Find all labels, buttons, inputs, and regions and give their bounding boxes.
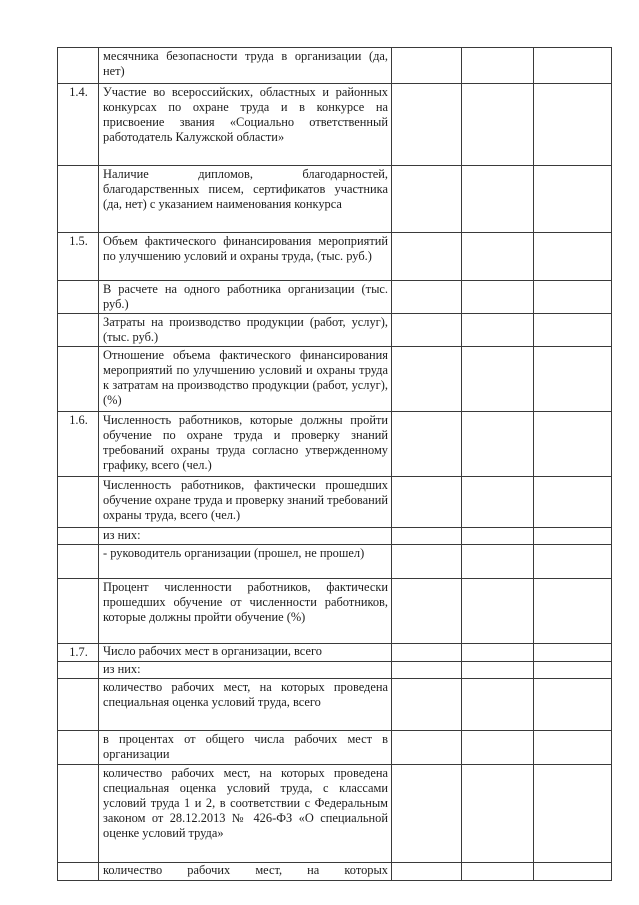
- table-row: [58, 314, 612, 347]
- value-cell[interactable]: [462, 314, 534, 347]
- row-description: количество рабочих мест, на которых проведена специальная оценка условий труда, всего: [99, 679, 392, 731]
- table-row: [58, 579, 612, 644]
- value-cell[interactable]: [534, 644, 612, 662]
- row-description: Объем фактического финансирования мероприятий по улучшению условий и охраны труда, (тыс. руб.): [99, 233, 392, 281]
- row-number: [58, 679, 99, 731]
- value-cell[interactable]: [534, 528, 612, 545]
- row-description: Затраты на производство продукции (работ, услуг), (тыс. руб.): [99, 314, 392, 347]
- row-description: Число рабочих мест в организации, всего: [99, 644, 392, 662]
- value-cell[interactable]: [462, 644, 534, 662]
- value-cell[interactable]: [462, 662, 534, 679]
- row-description: в процентах от общего числа рабочих мест в организации: [99, 731, 392, 765]
- row-number: [58, 731, 99, 765]
- value-cell[interactable]: [462, 347, 534, 412]
- value-cell[interactable]: [392, 314, 462, 347]
- table-row: [58, 731, 612, 765]
- row-number: [58, 314, 99, 347]
- value-cell[interactable]: [392, 579, 462, 644]
- value-cell[interactable]: [392, 528, 462, 545]
- value-cell[interactable]: [534, 662, 612, 679]
- row-number: [58, 347, 99, 412]
- row-description: из них:: [99, 662, 392, 679]
- value-cell[interactable]: [534, 84, 612, 166]
- table-row: [58, 48, 612, 84]
- value-cell[interactable]: [392, 545, 462, 579]
- value-cell[interactable]: [462, 477, 534, 528]
- value-cell[interactable]: [392, 644, 462, 662]
- row-description: месячника безопасности труда в организации (да, нет): [99, 48, 392, 84]
- row-description: количество рабочих мест, на которых: [99, 863, 392, 881]
- row-description: Процент численности работников, фактически прошедших обучение от численности работников, которые должны пройти обучение (%): [99, 579, 392, 644]
- value-cell[interactable]: [392, 765, 462, 863]
- value-cell[interactable]: [462, 679, 534, 731]
- value-cell[interactable]: [534, 48, 612, 84]
- row-description: Численность работников, которые должны пройти обучение по охране труда и проверку знаний требований охраны труда согласно утвержденному графику, всего (чел.): [99, 412, 392, 477]
- row-number: [58, 765, 99, 863]
- row-description: Отношение объема фактического финансирования мероприятий по улучшению условий и охраны труда к затратам на производство продукции (работ, услуг), (%): [99, 347, 392, 412]
- value-cell[interactable]: [462, 765, 534, 863]
- table-row: [58, 863, 612, 881]
- row-number: [58, 477, 99, 528]
- value-cell[interactable]: [462, 84, 534, 166]
- value-cell[interactable]: [392, 662, 462, 679]
- value-cell[interactable]: [534, 347, 612, 412]
- row-number: [58, 662, 99, 679]
- table-row: [58, 545, 612, 579]
- value-cell[interactable]: [534, 545, 612, 579]
- value-cell[interactable]: [534, 765, 612, 863]
- row-number: [58, 863, 99, 881]
- value-cell[interactable]: [534, 281, 612, 314]
- value-cell[interactable]: [462, 528, 534, 545]
- table-row: [58, 662, 612, 679]
- value-cell[interactable]: [534, 166, 612, 233]
- row-number: 1.5.: [58, 233, 99, 281]
- row-description: - руководитель организации (прошел, не прошел): [99, 545, 392, 579]
- value-cell[interactable]: [534, 412, 612, 477]
- report-table: [57, 47, 612, 881]
- row-number: 1.6.: [58, 412, 99, 477]
- value-cell[interactable]: [534, 863, 612, 881]
- table-row: [58, 84, 612, 166]
- value-cell[interactable]: [392, 48, 462, 84]
- table-row: [58, 528, 612, 545]
- row-description: количество рабочих мест, на которых проведена специальная оценка условий труда, с классами условий труда 1 и 2, в соответствии с Федеральным законом от 28.12.2013 № 426-ФЗ «О специальной оценке условий труда»: [99, 765, 392, 863]
- row-number: 1.7.: [58, 644, 99, 662]
- row-description: Наличие дипломов, благодарностей, благодарственных писем, сертификатов участника (да, нет) с указанием наименования конкурса: [99, 166, 392, 233]
- value-cell[interactable]: [534, 679, 612, 731]
- value-cell[interactable]: [534, 731, 612, 765]
- table-row: [58, 644, 612, 662]
- value-cell[interactable]: [392, 166, 462, 233]
- row-number: [58, 48, 99, 84]
- row-number: [58, 528, 99, 545]
- value-cell[interactable]: [462, 579, 534, 644]
- value-cell[interactable]: [534, 477, 612, 528]
- value-cell[interactable]: [392, 863, 462, 881]
- row-number: [58, 579, 99, 644]
- row-description: Участие во всероссийских, областных и районных конкурсах по охране труда и в конкурсе на присвоение звания «Социально ответственный работодатель Калужской области»: [99, 84, 392, 166]
- value-cell[interactable]: [462, 233, 534, 281]
- value-cell[interactable]: [534, 314, 612, 347]
- value-cell[interactable]: [392, 281, 462, 314]
- table-row: [58, 765, 612, 863]
- table-row: [58, 166, 612, 233]
- row-number: [58, 166, 99, 233]
- value-cell[interactable]: [462, 48, 534, 84]
- table-row: [58, 412, 612, 477]
- row-number: 1.4.: [58, 84, 99, 166]
- value-cell[interactable]: [392, 477, 462, 528]
- row-description: из них:: [99, 528, 392, 545]
- value-cell[interactable]: [392, 731, 462, 765]
- value-cell[interactable]: [462, 731, 534, 765]
- table-row: [58, 679, 612, 731]
- value-cell[interactable]: [392, 233, 462, 281]
- table-row: [58, 233, 612, 281]
- value-cell[interactable]: [462, 545, 534, 579]
- value-cell[interactable]: [534, 233, 612, 281]
- row-number: [58, 281, 99, 314]
- value-cell[interactable]: [392, 347, 462, 412]
- row-number: [58, 545, 99, 579]
- table-row: [58, 347, 612, 412]
- value-cell[interactable]: [392, 84, 462, 166]
- row-description: Численность работников, фактически прошедших обучение охране труда и проверку знаний требований охраны труда, всего (чел.): [99, 477, 392, 528]
- value-cell[interactable]: [462, 281, 534, 314]
- value-cell[interactable]: [534, 579, 612, 644]
- table-row: [58, 477, 612, 528]
- value-cell[interactable]: [462, 166, 534, 233]
- table-row: [58, 281, 612, 314]
- value-cell[interactable]: [462, 863, 534, 881]
- row-description: В расчете на одного работника организации (тыс. руб.): [99, 281, 392, 314]
- value-cell[interactable]: [392, 679, 462, 731]
- value-cell[interactable]: [392, 412, 462, 477]
- value-cell[interactable]: [462, 412, 534, 477]
